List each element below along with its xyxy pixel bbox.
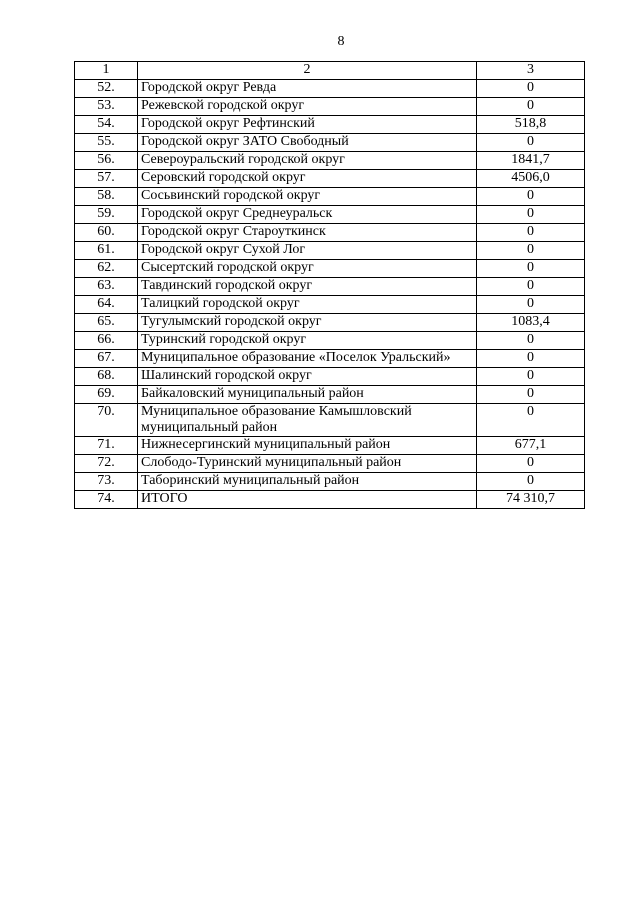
row-name-cell: Таборинский муниципальный район (138, 473, 477, 491)
row-number-cell: 64. (75, 296, 138, 314)
row-number-cell: 61. (75, 242, 138, 260)
row-name-cell: Талицкий городской округ (138, 296, 477, 314)
table-row (75, 242, 585, 260)
row-value-cell: 0 (477, 404, 585, 437)
row-number-cell: 63. (75, 278, 138, 296)
row-number-cell: 55. (75, 134, 138, 152)
row-value-cell: 0 (477, 134, 585, 152)
row-value-cell: 0 (477, 332, 585, 350)
table-row (75, 188, 585, 206)
row-name-cell: Нижнесергинский муниципальный район (138, 437, 477, 455)
row-value-cell: 0 (477, 224, 585, 242)
row-value-cell: 0 (477, 206, 585, 224)
row-number-cell: 59. (75, 206, 138, 224)
row-number-cell: 73. (75, 473, 138, 491)
table-row (75, 134, 585, 152)
table-row (75, 224, 585, 242)
table-row (75, 170, 585, 188)
table-row (75, 368, 585, 386)
row-name-cell: Тавдинский городской округ (138, 278, 477, 296)
table-row (75, 98, 585, 116)
row-number-cell: 67. (75, 350, 138, 368)
row-name-cell: Туринский городской округ (138, 332, 477, 350)
table-row (75, 437, 585, 455)
row-number-cell: 57. (75, 170, 138, 188)
table-row (75, 296, 585, 314)
row-name-cell: Городской округ Среднеуральск (138, 206, 477, 224)
row-name-cell: Тугулымский городской округ (138, 314, 477, 332)
table-row (75, 491, 585, 509)
row-value-cell: 4506,0 (477, 170, 585, 188)
table-row (75, 404, 585, 437)
header-cell-3: 3 (477, 62, 585, 80)
row-value-cell: 0 (477, 368, 585, 386)
table-row (75, 455, 585, 473)
row-number-cell: 56. (75, 152, 138, 170)
row-name-cell: ИТОГО (138, 491, 477, 509)
table-row (75, 80, 585, 98)
table-row (75, 116, 585, 134)
row-value-cell: 0 (477, 350, 585, 368)
row-name-cell: Муниципальное образование Камышловский муниципальный район (138, 404, 477, 437)
row-value-cell: 1841,7 (477, 152, 585, 170)
row-name-cell: Сысертский городской округ (138, 260, 477, 278)
row-number-cell: 72. (75, 455, 138, 473)
row-value-cell: 677,1 (477, 437, 585, 455)
row-number-cell: 53. (75, 98, 138, 116)
row-value-cell: 0 (477, 386, 585, 404)
table-row (75, 386, 585, 404)
row-value-cell: 0 (477, 80, 585, 98)
row-name-cell: Городской округ Ревда (138, 80, 477, 98)
row-number-cell: 71. (75, 437, 138, 455)
header-cell-1: 1 (75, 62, 138, 80)
row-name-cell: Городской округ Сухой Лог (138, 242, 477, 260)
row-number-cell: 52. (75, 80, 138, 98)
row-value-cell: 518,8 (477, 116, 585, 134)
row-value-cell: 74 310,7 (477, 491, 585, 509)
row-name-cell: Сосьвинский городской округ (138, 188, 477, 206)
row-value-cell: 0 (477, 455, 585, 473)
table-row (75, 314, 585, 332)
row-number-cell: 65. (75, 314, 138, 332)
row-number-cell: 60. (75, 224, 138, 242)
row-value-cell: 0 (477, 296, 585, 314)
row-name-cell: Городской округ ЗАТО Свободный (138, 134, 477, 152)
row-number-cell: 70. (75, 404, 138, 437)
table-row (75, 278, 585, 296)
row-value-cell: 0 (477, 188, 585, 206)
row-name-cell: Городской округ Рефтинский (138, 116, 477, 134)
row-number-cell: 54. (75, 116, 138, 134)
page-number: 8 (337, 34, 345, 49)
table-row (75, 473, 585, 491)
row-name-cell: Серовский городской округ (138, 170, 477, 188)
row-name-cell: Муниципальное образование «Поселок Уральский» (138, 350, 477, 368)
row-value-cell: 0 (477, 242, 585, 260)
row-value-cell: 0 (477, 473, 585, 491)
header-cell-2: 2 (138, 62, 477, 80)
row-value-cell: 0 (477, 278, 585, 296)
row-name-cell: Байкаловский муниципальный район (138, 386, 477, 404)
row-name-cell: Слободо-Туринский муниципальный район (138, 455, 477, 473)
allocation-table (74, 61, 585, 509)
row-number-cell: 62. (75, 260, 138, 278)
row-number-cell: 66. (75, 332, 138, 350)
table-row (75, 332, 585, 350)
row-value-cell: 1083,4 (477, 314, 585, 332)
row-name-cell: Шалинский городской округ (138, 368, 477, 386)
table-row (75, 206, 585, 224)
table-row (75, 152, 585, 170)
row-name-cell: Режевской городской округ (138, 98, 477, 116)
table-row (75, 260, 585, 278)
row-number-cell: 68. (75, 368, 138, 386)
row-value-cell: 0 (477, 260, 585, 278)
row-number-cell: 74. (75, 491, 138, 509)
row-number-cell: 58. (75, 188, 138, 206)
row-name-cell: Североуральский городской округ (138, 152, 477, 170)
row-number-cell: 69. (75, 386, 138, 404)
row-value-cell: 0 (477, 98, 585, 116)
table-row (75, 350, 585, 368)
row-name-cell: Городской округ Староуткинск (138, 224, 477, 242)
table-header-row (75, 62, 585, 80)
